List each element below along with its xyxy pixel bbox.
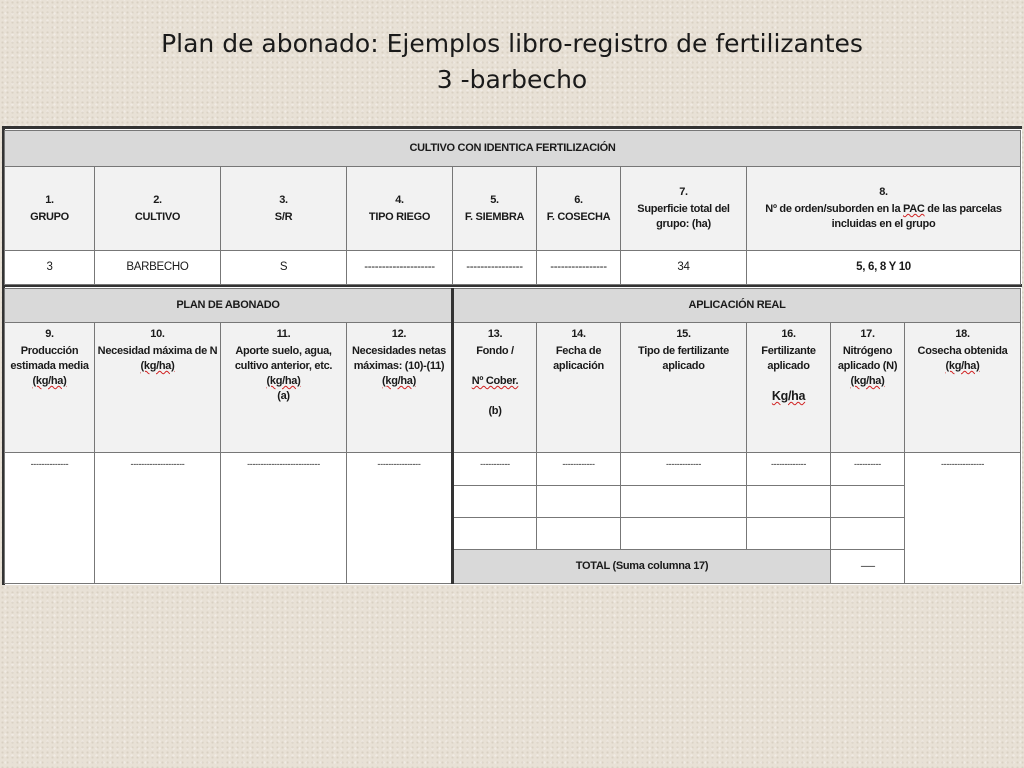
col-header-parcelas [747,167,1021,251]
empty-cell [537,486,621,518]
col-label: Fertilizante aplicado [761,345,816,372]
col-label-part-1: Nº de orden/suborden en la [765,203,904,215]
col-header-tipo-riego [347,167,453,251]
col-label-2: Nº Cober. [471,375,519,387]
col-header-superficie [621,167,747,251]
col-number: 4. [395,193,404,206]
col-header-tipo-fertilizante [621,323,747,453]
col-label: Producción estimada media [10,345,89,372]
col-number: 15. [676,328,691,340]
total-value: ------- [831,550,905,584]
col-unit: Kg/ha [771,389,806,403]
cell-f-siembra: ---------------- [453,251,537,285]
col-footnote: (a) [277,390,290,402]
cell-tipo-fertilizante: ------------- [621,453,747,486]
col-unit: (kg/ha) [266,375,301,387]
col-number: 2. [153,193,162,206]
col-header-necesidad-maxima [95,323,221,453]
col-label: Necesidades netas máximas: (10)-(11) [352,345,446,372]
col-number: 13. [487,328,503,340]
col-number: 1. [45,193,54,206]
col-number: 17. [860,328,875,340]
cell-produccion: -------------- [5,453,95,584]
aplicacion-real-title: APLICACIÓN REAL [453,289,1021,323]
col-label: TIPO RIEGO [368,210,431,223]
col-header-fertilizante-aplicado [747,323,831,453]
cell-sr: S [221,251,347,285]
cell-f-cosecha: ---------------- [537,251,621,285]
col-header-grupo [5,167,95,251]
col-label: Superficie total del grupo: (ha) [637,203,730,230]
cell-nitrogeno: ---------- [831,453,905,486]
crop-group-table-title: CULTIVO CON IDENTICA FERTILIZACIÓN [5,131,1021,167]
col-number: 7. [679,186,688,198]
col-label: F. SIEMBRA [464,210,525,223]
empty-cell [831,518,905,550]
col-header-fondo [453,323,537,453]
cell-tipo-riego: -------------------- [347,251,453,285]
col-label: Fondo / [476,345,514,357]
empty-cell [621,518,747,550]
col-label: GRUPO [30,210,69,223]
slide-title [0,26,1024,98]
empty-cell [453,486,537,518]
col-label: CULTIVO [134,210,181,223]
empty-cell [537,518,621,550]
col-number: 10. [150,328,165,340]
cell-fondo: ----------- [453,453,537,486]
cell-cosecha-obtenida: ---------------- [905,453,1021,584]
col-number: 18. [955,328,970,340]
col-number: 8. [879,186,888,198]
col-header-necesidades-netas [347,323,453,453]
col-number: 12. [391,328,407,340]
col-footnote: (b) [488,405,502,417]
plan-abonado-title: PLAN DE ABONADO [5,289,453,323]
fertilization-plan-table [4,288,1021,584]
col-label: S/R [274,210,293,223]
slide-title-line-1: Plan de abonado: Ejemplos libro-registro de fertilizantes [161,29,863,58]
cell-cultivo: BARBECHO [95,251,221,285]
col-label: F. COSECHA [546,210,611,223]
col-unit: (kg/ha) [850,375,885,387]
col-unit: (kg/ha) [140,360,175,372]
col-header-aporte-suelo [221,323,347,453]
col-label-pac: PAC [903,203,925,215]
cell-superficie: 34 [621,251,747,285]
cell-parcelas: 5, 6, 8 Y 10 [747,251,1021,285]
col-label-part-2: de las parcelas incluidas en el grupo [831,203,1002,230]
frame-top-border [2,126,1022,129]
col-header-produccion [5,323,95,453]
col-header-fecha-aplicacion [537,323,621,453]
col-unit: (kg/ha) [32,375,67,387]
cell-fecha-aplicacion: ------------ [537,453,621,486]
col-header-nitrogeno [831,323,905,453]
col-header-f-siembra [453,167,537,251]
col-unit: (kg/ha) [945,360,980,372]
col-number: 6. [574,193,583,206]
cell-necesidades-netas: ---------------- [347,453,453,584]
col-header-f-cosecha [537,167,621,251]
col-number: 14. [571,328,586,340]
col-label: Aporte suelo, agua, cultivo anterior, etc. [234,345,333,372]
col-label: Nitrógeno aplicado (N) [837,345,898,372]
col-number: 5. [490,193,499,206]
col-label: Tipo de fertilizante aplicado [638,345,729,372]
col-label: Fecha de aplicación [553,345,604,372]
total-label: TOTAL (Suma columna 17) [453,550,831,584]
cell-fertilizante-aplicado: ------------- [747,453,831,486]
cell-necesidad-maxima: -------------------- [95,453,221,584]
col-number: 16. [781,328,796,340]
empty-cell [453,518,537,550]
col-number: 9. [45,328,54,340]
empty-cell [831,486,905,518]
col-header-sr [221,167,347,251]
empty-cell [621,486,747,518]
slide-title-line-2: 3 -barbecho [436,65,588,94]
col-number: 11. [276,328,291,340]
col-header-cosecha-obtenida [905,323,1021,453]
cell-grupo: 3 [5,251,95,285]
col-number: 3. [279,193,288,206]
crop-group-table [4,130,1021,285]
col-unit: (kg/ha) [382,375,416,387]
cell-aporte-suelo: --------------------------- [221,453,347,584]
fertilizer-register-sheet [2,126,1022,585]
col-header-cultivo [95,167,221,251]
col-label: Cosecha obtenida [917,345,1008,357]
empty-cell [747,486,831,518]
empty-cell [747,518,831,550]
col-label: Necesidad máxima de N [97,345,218,357]
